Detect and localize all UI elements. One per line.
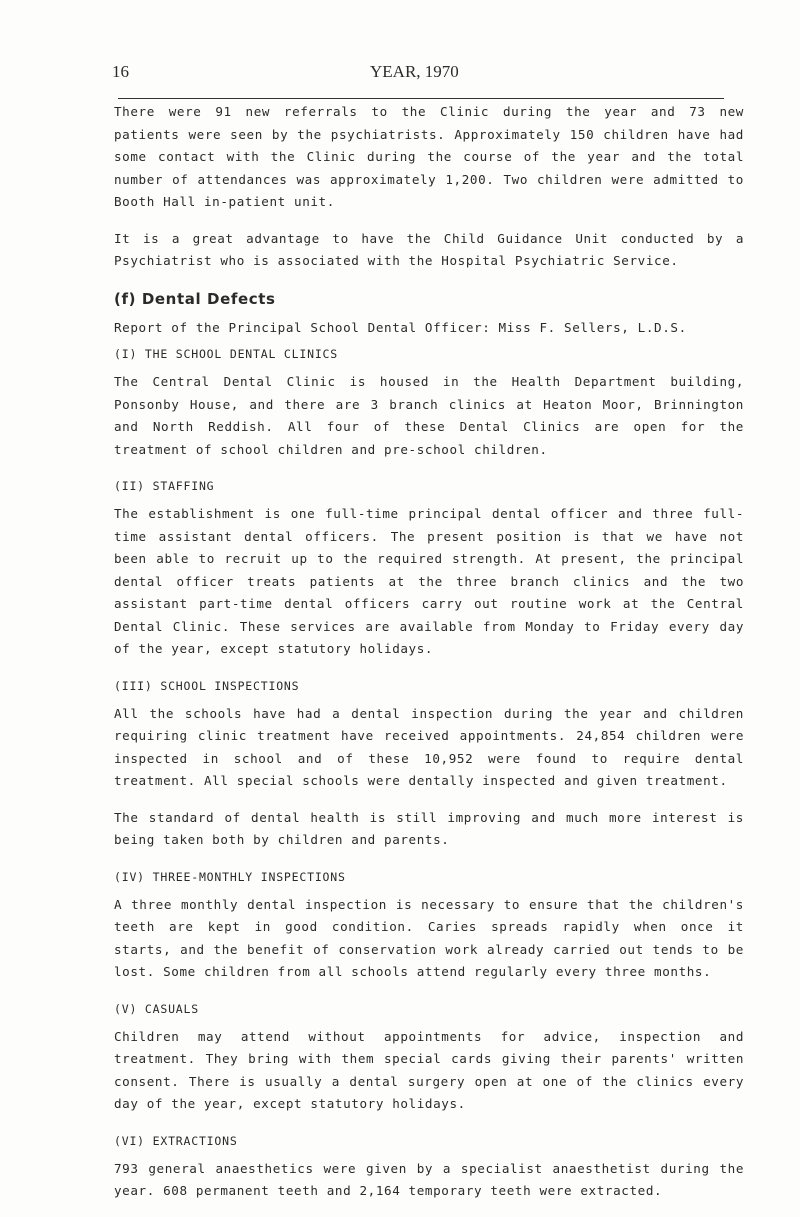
- paragraph-child-guidance: It is a great advantage to have the Child Guidance Unit conducted by a Psychiatrist who is associated with the Hospital Psychiatric Service.: [114, 230, 744, 268]
- subheading-school-dental-clinics: (I) THE SCHOOL DENTAL CLINICS: [114, 347, 338, 361]
- subheading-casuals: (V) CASUALS: [114, 1001, 199, 1016]
- paragraph-dental-health: The standard of dental health is still improving and much more interest is being taken both by children and parents.: [114, 809, 744, 847]
- subheading-three-monthly: (IV) THREE-MONTHLY INSPECTIONS: [114, 869, 346, 884]
- paragraph-clinics: The Central Dental Clinic is housed in the Health Department building, Ponsonby House, and there are 3 branch clinics at Heaton Moor, Brinnington and North Reddish. All four of these Dental Clinics are open for the treatment of school children and pre-school children.: [114, 374, 744, 457]
- report-byline: Report of the Principal School Dental Officer: Miss F. Sellers, L.D.S.: [114, 319, 687, 335]
- section-heading-dental-defects: (f) Dental Defects: [114, 289, 276, 308]
- running-title: YEAR, 1970: [370, 62, 459, 81]
- paragraph-referrals: There were 91 new referrals to the Clinic during the year and 73 new patients were seen by the psychiatrists. Approximately 150 children have had some contact with the Clinic during the course of the year and the total number of attendances was approximately 1,200. Two children were admitted to Booth Hall in-patient unit.: [114, 104, 744, 209]
- page-number: 16: [112, 62, 129, 81]
- page-body: [114, 101, 744, 1217]
- subheading-school-inspections: (III) SCHOOL INSPECTIONS: [114, 678, 300, 693]
- paragraph-staffing: The establishment is one full-time principal dental officer and three full-time assistant dental officers. The present position is that we have not been able to recruit up to the required strength. At present, the principal dental officer treats patients at the three branch clinics and the two assistant part-time dental officers carry out routine work at the Central Dental Clinic. These services are available from Monday to Friday every day of the year, except statutory holidays.: [114, 506, 744, 656]
- paragraph-casuals: Children may attend without appointments for advice, inspection and treatment. They bring with them special cards giving their parents' written consent. There is usually a dental surgery open at one of the clinics every day of the year, except statutory holidays.: [114, 1028, 744, 1111]
- page-header: [112, 62, 742, 86]
- paragraph-extractions: 793 general anaesthetics were given by a specialist anaesthetist during the year. 608 permanent teeth and 2,164 temporary teeth were extracted.: [114, 1160, 744, 1198]
- subheading-extractions: (VI) EXTRACTIONS: [114, 1133, 238, 1148]
- paragraph-three-monthly: A three monthly dental inspection is necessary to ensure that the children's teeth are kept in good condition. Caries spreads rapidly when once it starts, and the benefit of conservation work already carried out tends to be lost. Some children from all schools attend regularly every three months.: [114, 896, 744, 979]
- paragraph-inspections: All the schools have had a dental inspection during the year and children requiring clinic treatment have received appointments. 24,854 children were inspected in school and of these 10,952 were found to require dental treatment. All special schools were dentally inspected and given treatment.: [114, 705, 744, 788]
- header-rule: [118, 98, 724, 99]
- subheading-staffing: (II) STAFFING: [114, 479, 215, 493]
